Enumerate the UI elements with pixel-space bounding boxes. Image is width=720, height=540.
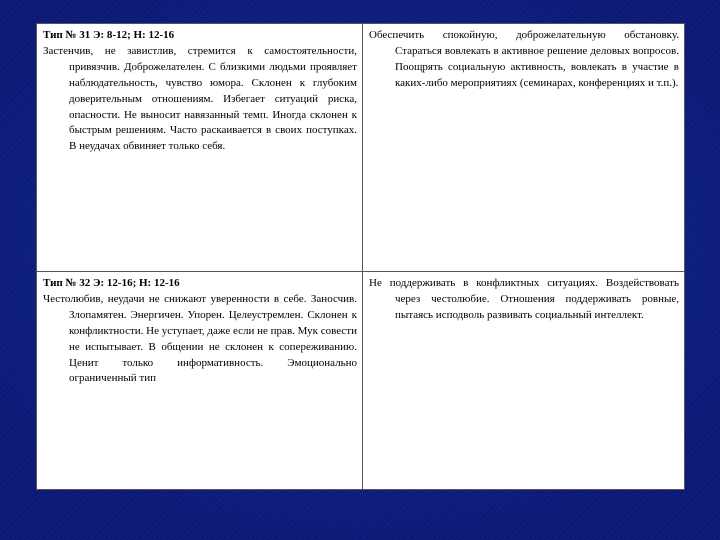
recommendation-cell	[363, 24, 685, 272]
type-recommendation: Не поддерживать в конфликтных ситуациях. Воздействовать через честолюбие. Отношения поддерживать ровные, пытаясь исподволь развивать социальный интеллект.	[369, 277, 679, 321]
type-description: Честолюбив, неудачи не снижают уверенности в себе. Заносчив. Злопамятен. Энергичен. Упорен. Целеустремлен. Склонен к конфликтности. Не уступает, даже если не прав. Мук совести не испытывает. В общении не склонен к сопереживанию. Ценит только информативность. Эмоционально ограниченный тип	[43, 292, 357, 385]
type-description-cell	[37, 272, 363, 490]
type-recommendation: Обеспечить спокойную, доброжелательную обстановку. Стараться вовлекать в активное решение деловых вопросов. Поощрять социальную активность, вовлекать в участие в каких-либо мероприятиях (семинарах, конференциях и т.п.).	[369, 29, 679, 89]
type-description: Застенчив, не завистлив, стремится к самостоятельности, привязчив. Доброжелателен. С близкими людьми проявляет наблюдательность, чувство юмора. Склонен к глубоким доверительным отношениям. Избегает ситуаций риска, опасности. Не выносит навязанный темп. Иногда склонен к быстрым решениям. Часто раскаивается в своих поступках. В неудачах обвиняет только себя.	[43, 44, 357, 153]
type-description-cell	[37, 24, 363, 272]
type-title: Тип № 31 Э: 8-12; Н: 12-16	[43, 29, 175, 41]
recommendation-cell	[363, 272, 685, 490]
personality-types-table	[36, 23, 685, 490]
type-title: Тип № 32 Э: 12-16; Н: 12-16	[43, 277, 180, 289]
table-row	[37, 272, 685, 490]
table-row	[37, 24, 685, 272]
